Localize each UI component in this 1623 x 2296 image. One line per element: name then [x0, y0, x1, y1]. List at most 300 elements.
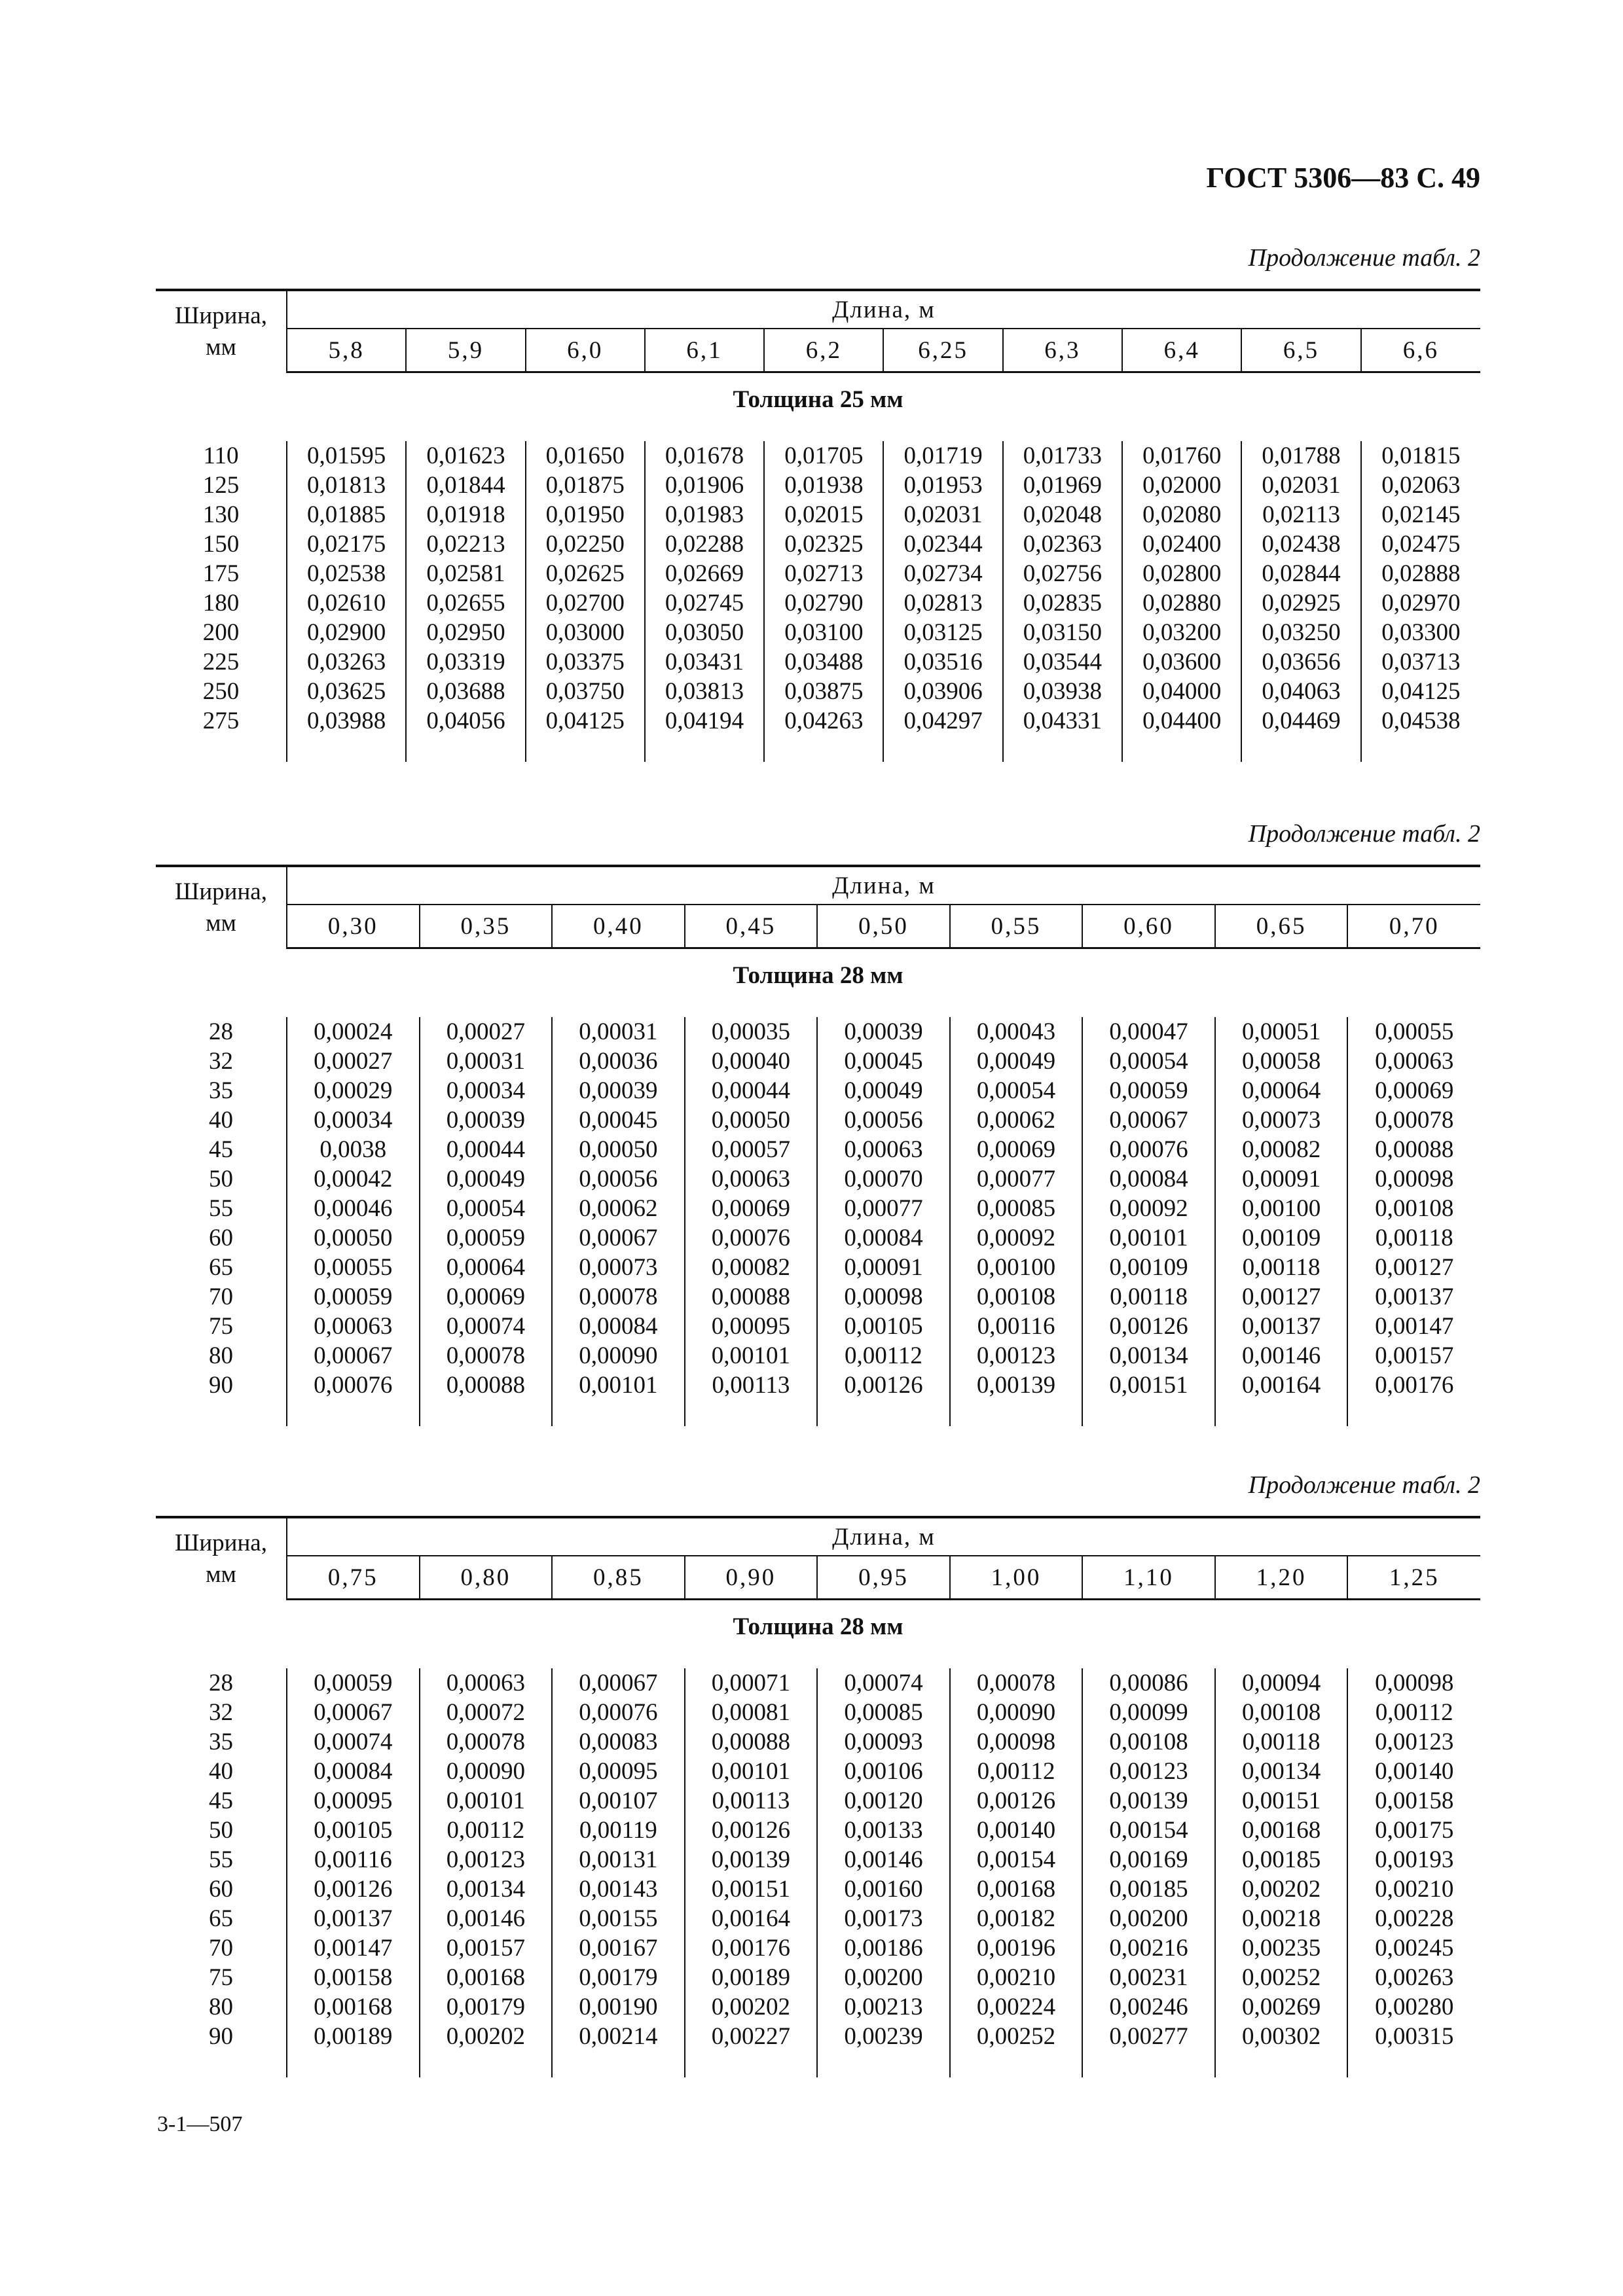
volume-cell: 0,03431: [645, 647, 764, 677]
volume-cell: 0,00143: [552, 1874, 685, 1904]
table-row: [156, 2022, 1480, 2051]
volume-cell: 0,03875: [764, 677, 883, 706]
volume-cell: 0,00063: [1347, 1047, 1480, 1076]
volume-cell: 0,00100: [950, 1253, 1083, 1282]
volume-cell: 0,00168: [287, 1992, 420, 2022]
volume-cell: 0,00133: [817, 1816, 950, 1845]
volume-cell: 0,00134: [1215, 1757, 1348, 1786]
volume-cell: 0,00146: [420, 1904, 553, 1933]
volume-cell: 0,00091: [817, 1253, 950, 1282]
row-width-label: 60: [209, 1876, 233, 1903]
row-width-label: 90: [209, 1372, 233, 1399]
row-width-label: 45: [209, 1787, 233, 1814]
table-row: [156, 677, 1480, 706]
volume-cell: 0,00189: [685, 1963, 818, 1992]
volume-cell: 0,00095: [552, 1757, 685, 1786]
volume-cell: 0,04194: [645, 706, 764, 736]
volume-cell: 0,04125: [1361, 677, 1480, 706]
volume-cell: 0,00029: [287, 1076, 420, 1105]
volume-cell: 0,01983: [645, 500, 764, 529]
length-column-header: 6,5: [1241, 329, 1360, 372]
volume-cell: 0,00071: [685, 1668, 818, 1698]
volume-cell: 0,03544: [1003, 647, 1122, 677]
volume-cell: 0,00077: [950, 1164, 1083, 1194]
volume-cell: 0,02655: [406, 588, 525, 618]
volume-cell: 0,01844: [406, 471, 525, 500]
volume-cell: 0,03516: [883, 647, 1002, 677]
table-row: [156, 706, 1480, 736]
length-column-header: 0,85: [552, 1556, 685, 1600]
volume-cell: 0,00202: [1215, 1874, 1348, 1904]
row-width-label: 45: [209, 1136, 233, 1163]
volume-cell: 0,00078: [1347, 1105, 1480, 1135]
volume-cell: 0,00088: [685, 1727, 818, 1757]
table-row: [156, 471, 1480, 500]
length-header: Длина, м: [287, 290, 1480, 329]
thickness-subheader: Толщина 28 мм: [733, 1613, 903, 1640]
volume-cell: 0,01815: [1361, 441, 1480, 471]
table-row: [156, 1194, 1480, 1223]
volume-cell: 0,03488: [764, 647, 883, 677]
volume-cell: 0,02475: [1361, 529, 1480, 559]
table-row: [156, 588, 1480, 618]
volume-cell: 0,00123: [1082, 1757, 1215, 1786]
volume-cell: 0,00092: [950, 1223, 1083, 1253]
volume-cell: 0,02610: [287, 588, 406, 618]
length-header: Длина, м: [287, 1517, 1480, 1556]
row-width-label: 28: [209, 1670, 233, 1696]
volume-cell: 0,00202: [420, 2022, 553, 2051]
table-row: [156, 1105, 1480, 1135]
volume-cell: 0,02713: [764, 559, 883, 588]
volume-cell: 0,00059: [1082, 1076, 1215, 1105]
volume-cell: 0,00086: [1082, 1668, 1215, 1698]
volume-cell: 0,00090: [420, 1757, 553, 1786]
thickness-subheader: Толщина 28 мм: [733, 961, 903, 989]
volume-cell: 0,00155: [552, 1904, 685, 1933]
row-width-label: 40: [209, 1758, 233, 1785]
length-column-header: 0,65: [1215, 905, 1348, 948]
length-column-header: 5,9: [406, 329, 525, 372]
volume-cell: 0,00078: [950, 1668, 1083, 1698]
volume-cell: 0,00093: [817, 1727, 950, 1757]
width-header: Ширина, мм: [156, 290, 287, 372]
volume-cell: 0,00084: [552, 1312, 685, 1341]
volume-cell: 0,00218: [1215, 1904, 1348, 1933]
volume-cell: 0,00146: [817, 1845, 950, 1874]
volume-cell: 0,01623: [406, 441, 525, 471]
volume-cell: 0,01953: [883, 471, 1002, 500]
volume-cell: 0,00139: [950, 1371, 1083, 1400]
volume-cell: 0,00168: [950, 1874, 1083, 1904]
volume-cell: 0,00067: [287, 1341, 420, 1371]
volume-cell: 0,00134: [1082, 1341, 1215, 1371]
volume-cell: 0,00076: [685, 1223, 818, 1253]
volume-cell: 0,00228: [1347, 1904, 1480, 1933]
volume-cell: 0,00137: [1215, 1312, 1348, 1341]
volume-cell: 0,00098: [1347, 1668, 1480, 1698]
volume-cell: 0,00239: [817, 2022, 950, 2051]
volume-cell: 0,00056: [552, 1164, 685, 1194]
volume-cell: 0,02756: [1003, 559, 1122, 588]
volume-cell: 0,02145: [1361, 500, 1480, 529]
table-row: [156, 1223, 1480, 1253]
volume-cell: 0,00063: [817, 1135, 950, 1164]
volume-cell: 0,00054: [950, 1076, 1083, 1105]
volume-cell: 0,03100: [764, 618, 883, 647]
volume-cell: 0,00049: [817, 1076, 950, 1105]
length-column-header: 6,4: [1122, 329, 1241, 372]
volume-cell: 0,02175: [287, 529, 406, 559]
row-width-label: 150: [202, 531, 240, 558]
volume-cell: 0,00045: [552, 1105, 685, 1135]
volume-cell: 0,00082: [685, 1253, 818, 1282]
volume-cell: 0,00202: [685, 1992, 818, 2022]
volume-cell: 0,02288: [645, 529, 764, 559]
volume-cell: 0,00126: [950, 1786, 1083, 1816]
volume-cell: 0,02925: [1241, 588, 1360, 618]
volume-cell: 0,00131: [552, 1845, 685, 1874]
volume-cell: 0,00126: [1082, 1312, 1215, 1341]
length-column-header: 1,20: [1215, 1556, 1348, 1600]
volume-cell: 0,00246: [1082, 1992, 1215, 2022]
row-width-label: 70: [209, 1283, 233, 1310]
volume-cell: 0,00214: [552, 2022, 685, 2051]
length-column-header: 0,50: [817, 905, 950, 948]
length-column-header: 6,3: [1003, 329, 1122, 372]
length-column-header: 6,1: [645, 329, 764, 372]
volume-cell: 0,00118: [1082, 1282, 1215, 1312]
volume-cell: 0,00126: [817, 1371, 950, 1400]
data-table: [156, 865, 1480, 1426]
volume-cell: 0,02080: [1122, 500, 1241, 529]
volume-cell: 0,00049: [420, 1164, 553, 1194]
volume-cell: 0,00105: [287, 1816, 420, 1845]
page-header: ГОСТ 5306—83 С. 49: [1206, 162, 1480, 194]
row-width-label: 28: [209, 1018, 233, 1045]
volume-cell: 0,00088: [420, 1371, 553, 1400]
volume-cell: 0,00190: [552, 1992, 685, 2022]
volume-cell: 0,00067: [552, 1668, 685, 1698]
volume-cell: 0,00127: [1347, 1253, 1480, 1282]
volume-cell: 0,00123: [950, 1341, 1083, 1371]
volume-cell: 0,04056: [406, 706, 525, 736]
volume-cell: 0,00059: [287, 1668, 420, 1698]
volume-cell: 0,00098: [817, 1282, 950, 1312]
volume-cell: 0,00077: [817, 1194, 950, 1223]
table-row: [156, 1341, 1480, 1371]
volume-cell: 0,03200: [1122, 618, 1241, 647]
row-width-label: 35: [209, 1729, 233, 1755]
volume-cell: 0,00186: [817, 1933, 950, 1963]
volume-cell: 0,00101: [1082, 1223, 1215, 1253]
table-row: [156, 1253, 1480, 1282]
volume-cell: 0,00140: [950, 1816, 1083, 1845]
volume-cell: 0,00031: [552, 1017, 685, 1047]
volume-cell: 0,00092: [1082, 1194, 1215, 1223]
row-width-label: 225: [202, 649, 240, 675]
volume-cell: 0,02031: [1241, 471, 1360, 500]
volume-cell: 0,02015: [764, 500, 883, 529]
length-column-header: 0,40: [552, 905, 685, 948]
table-row: [156, 1727, 1480, 1757]
volume-cell: 0,00139: [685, 1845, 818, 1874]
volume-cell: 0,00039: [552, 1076, 685, 1105]
volume-cell: 0,00036: [552, 1047, 685, 1076]
volume-cell: 0,00034: [420, 1076, 553, 1105]
volume-cell: 0,02745: [645, 588, 764, 618]
volume-cell: 0,00227: [685, 2022, 818, 2051]
page-footer: 3-1—507: [157, 2112, 243, 2136]
volume-cell: 0,00031: [420, 1047, 553, 1076]
volume-cell: 0,01719: [883, 441, 1002, 471]
volume-cell: 0,00137: [287, 1904, 420, 1933]
volume-cell: 0,00074: [420, 1312, 553, 1341]
volume-cell: 0,00167: [552, 1933, 685, 1963]
volume-cell: 0,00070: [817, 1164, 950, 1194]
volume-cell: 0,00210: [1347, 1874, 1480, 1904]
volume-cell: 0,00263: [1347, 1963, 1480, 1992]
table-row: [156, 1017, 1480, 1047]
row-width-label: 35: [209, 1077, 233, 1104]
volume-cell: 0,00027: [420, 1017, 553, 1047]
length-column-header: 0,95: [817, 1556, 950, 1600]
volume-cell: 0,00082: [1215, 1135, 1348, 1164]
volume-cell: 0,00200: [1082, 1904, 1215, 1933]
volume-cell: 0,00213: [817, 1992, 950, 2022]
volume-cell: 0,00173: [817, 1904, 950, 1933]
volume-cell: 0,00076: [552, 1698, 685, 1727]
volume-cell: 0,03600: [1122, 647, 1241, 677]
volume-cell: 0,00054: [420, 1194, 553, 1223]
row-width-label: 65: [209, 1254, 233, 1281]
volume-cell: 0,00175: [1347, 1816, 1480, 1845]
volume-cell: 0,00158: [287, 1963, 420, 1992]
volume-cell: 0,00123: [420, 1845, 553, 1874]
volume-cell: 0,00134: [420, 1874, 553, 1904]
volume-cell: 0,03656: [1241, 647, 1360, 677]
volume-cell: 0,00088: [685, 1282, 818, 1312]
volume-cell: 0,01950: [526, 500, 645, 529]
length-column-header: 5,8: [287, 329, 406, 372]
volume-cell: 0,03150: [1003, 618, 1122, 647]
volume-cell: 0,00210: [950, 1963, 1083, 1992]
volume-cell: 0,02581: [406, 559, 525, 588]
volume-cell: 0,00193: [1347, 1845, 1480, 1874]
volume-cell: 0,02063: [1361, 471, 1480, 500]
row-width-label: 275: [202, 708, 240, 734]
table-length-0-30-to-0-70: [156, 865, 1480, 1426]
volume-cell: 0,00179: [420, 1992, 553, 2022]
volume-cell: 0,01595: [287, 441, 406, 471]
table-row: [156, 441, 1480, 471]
row-width-label: 50: [209, 1817, 233, 1844]
volume-cell: 0,00101: [420, 1786, 553, 1816]
volume-cell: 0,00119: [552, 1816, 685, 1845]
volume-cell: 0,00231: [1082, 1963, 1215, 1992]
volume-cell: 0,03263: [287, 647, 406, 677]
table-row: [156, 618, 1480, 647]
volume-cell: 0,00116: [287, 1845, 420, 1874]
volume-cell: 0,00057: [685, 1135, 818, 1164]
volume-cell: 0,00158: [1347, 1786, 1480, 1816]
volume-cell: 0,00069: [950, 1135, 1083, 1164]
volume-cell: 0,00076: [287, 1371, 420, 1400]
volume-cell: 0,00164: [1215, 1371, 1348, 1400]
length-column-header: 6,0: [526, 329, 645, 372]
volume-cell: 0,00126: [685, 1816, 818, 1845]
volume-cell: 0,00074: [817, 1668, 950, 1698]
length-column-header: 6,25: [883, 329, 1002, 372]
table-row: [156, 1816, 1480, 1845]
volume-cell: 0,03250: [1241, 618, 1360, 647]
length-column-header: 0,60: [1082, 905, 1215, 948]
volume-cell: 0,00280: [1347, 1992, 1480, 2022]
volume-cell: 0,00137: [1347, 1282, 1480, 1312]
volume-cell: 0,00069: [420, 1282, 553, 1312]
volume-cell: 0,02813: [883, 588, 1002, 618]
length-column-header: 0,35: [420, 905, 553, 948]
volume-cell: 0,00050: [685, 1105, 818, 1135]
row-width-label: 75: [209, 1313, 233, 1340]
row-width-label: 55: [209, 1846, 233, 1873]
volume-cell: 0,00116: [950, 1312, 1083, 1341]
volume-cell: 0,00179: [552, 1963, 685, 1992]
volume-cell: 0,02031: [883, 500, 1002, 529]
volume-cell: 0,02250: [526, 529, 645, 559]
volume-cell: 0,00064: [1215, 1076, 1348, 1105]
volume-cell: 0,00078: [420, 1727, 553, 1757]
row-width-label: 60: [209, 1225, 233, 1251]
volume-cell: 0,00140: [1347, 1757, 1480, 1786]
volume-cell: 0,00123: [1347, 1727, 1480, 1757]
volume-cell: 0,04000: [1122, 677, 1241, 706]
table-row: [156, 1963, 1480, 1992]
volume-cell: 0,01813: [287, 471, 406, 500]
volume-cell: 0,00108: [1347, 1194, 1480, 1223]
volume-cell: 0,00127: [1215, 1282, 1348, 1312]
volume-cell: 0,03375: [526, 647, 645, 677]
row-width-label: 125: [202, 472, 240, 499]
table-row: [156, 1668, 1480, 1698]
volume-cell: 0,00164: [685, 1904, 818, 1933]
volume-cell: 0,00109: [1082, 1253, 1215, 1282]
row-width-label: 80: [209, 1994, 233, 2020]
volume-cell: 0,00269: [1215, 1992, 1348, 2022]
volume-cell: 0,00064: [420, 1253, 553, 1282]
volume-cell: 0,00302: [1215, 2022, 1348, 2051]
width-header: Ширина, мм: [156, 1517, 287, 1600]
row-width-label: 200: [202, 619, 240, 646]
length-column-header: 1,00: [950, 1556, 1083, 1600]
volume-cell: 0,01788: [1241, 441, 1360, 471]
volume-cell: 0,00058: [1215, 1047, 1348, 1076]
volume-cell: 0,00050: [287, 1223, 420, 1253]
volume-cell: 0,02438: [1241, 529, 1360, 559]
volume-cell: 0,02700: [526, 588, 645, 618]
volume-cell: 0,00200: [817, 1963, 950, 1992]
volume-cell: 0,02835: [1003, 588, 1122, 618]
volume-cell: 0,00151: [1082, 1371, 1215, 1400]
volume-cell: 0,0038: [287, 1135, 420, 1164]
volume-cell: 0,04538: [1361, 706, 1480, 736]
table-row: [156, 1933, 1480, 1963]
volume-cell: 0,00182: [950, 1904, 1083, 1933]
volume-cell: 0,04263: [764, 706, 883, 736]
volume-cell: 0,00157: [420, 1933, 553, 1963]
volume-cell: 0,00277: [1082, 2022, 1215, 2051]
volume-cell: 0,00044: [420, 1135, 553, 1164]
volume-cell: 0,00126: [287, 1874, 420, 1904]
volume-cell: 0,00098: [950, 1727, 1083, 1757]
table-row: [156, 1757, 1480, 1786]
volume-cell: 0,02800: [1122, 559, 1241, 588]
volume-cell: 0,00069: [685, 1194, 818, 1223]
volume-cell: 0,00101: [685, 1757, 818, 1786]
volume-cell: 0,02400: [1122, 529, 1241, 559]
volume-cell: 0,02538: [287, 559, 406, 588]
volume-cell: 0,01733: [1003, 441, 1122, 471]
volume-cell: 0,00076: [1082, 1135, 1215, 1164]
volume-cell: 0,01875: [526, 471, 645, 500]
volume-cell: 0,00078: [552, 1282, 685, 1312]
volume-cell: 0,00073: [552, 1253, 685, 1282]
table-row: [156, 1698, 1480, 1727]
volume-cell: 0,00315: [1347, 2022, 1480, 2051]
volume-cell: 0,00090: [950, 1698, 1083, 1727]
volume-cell: 0,03713: [1361, 647, 1480, 677]
volume-cell: 0,03750: [526, 677, 645, 706]
volume-cell: 0,03000: [526, 618, 645, 647]
table-row: [156, 1076, 1480, 1105]
volume-cell: 0,02048: [1003, 500, 1122, 529]
length-column-header: 1,25: [1347, 1556, 1480, 1600]
row-width-label: 110: [203, 442, 239, 469]
volume-cell: 0,00185: [1082, 1874, 1215, 1904]
volume-cell: 0,00160: [817, 1874, 950, 1904]
volume-cell: 0,00085: [817, 1698, 950, 1727]
volume-cell: 0,00108: [1215, 1698, 1348, 1727]
table-row: [156, 1992, 1480, 2022]
volume-cell: 0,02344: [883, 529, 1002, 559]
volume-cell: 0,00062: [950, 1105, 1083, 1135]
table-length-0-75-to-1-25: [156, 1516, 1480, 2077]
volume-cell: 0,00059: [420, 1223, 553, 1253]
row-width-label: 65: [209, 1905, 233, 1932]
volume-cell: 0,00151: [685, 1874, 818, 1904]
volume-cell: 0,00067: [1082, 1105, 1215, 1135]
volume-cell: 0,00245: [1347, 1933, 1480, 1963]
length-column-header: 6,6: [1361, 329, 1480, 372]
volume-cell: 0,00168: [1215, 1816, 1348, 1845]
volume-cell: 0,00112: [817, 1341, 950, 1371]
row-width-label: 32: [209, 1048, 233, 1075]
row-width-label: 32: [209, 1699, 233, 1726]
volume-cell: 0,00059: [287, 1282, 420, 1312]
row-width-label: 40: [209, 1107, 233, 1134]
volume-cell: 0,01760: [1122, 441, 1241, 471]
table-row: [156, 1164, 1480, 1194]
row-width-label: 180: [202, 590, 240, 617]
volume-cell: 0,00027: [287, 1047, 420, 1076]
volume-cell: 0,04063: [1241, 677, 1360, 706]
volume-cell: 0,00216: [1082, 1933, 1215, 1963]
volume-cell: 0,00045: [817, 1047, 950, 1076]
volume-cell: 0,00101: [552, 1371, 685, 1400]
data-table: [156, 1516, 1480, 2077]
volume-cell: 0,00101: [685, 1341, 818, 1371]
length-column-header: 0,70: [1347, 905, 1480, 948]
